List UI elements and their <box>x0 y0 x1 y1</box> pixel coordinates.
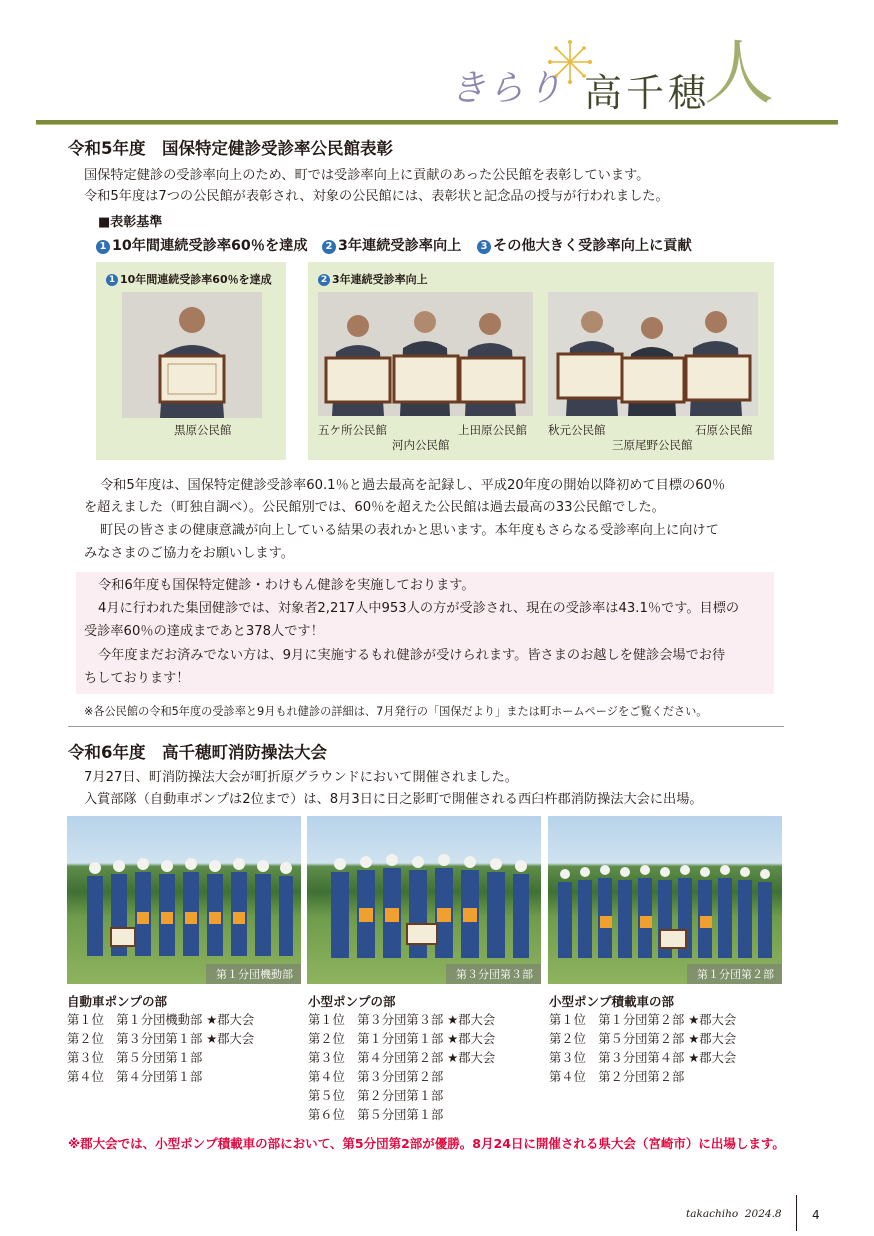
notice-line-4: 今年度まだお済みでない方は、9月に実施するもれ健診が受けられます。皆さまのお越しを健診会場でお待 <box>98 648 726 663</box>
result-row: 第２位 第５分団第２部 ★郡大会 <box>549 1032 737 1046</box>
number-badge: 2 <box>318 274 330 286</box>
body-line-3: 町民の皆さまの健康意識が向上している結果の表れかと思います。本年度もさらなる受診率向上に向けて <box>100 523 719 538</box>
section1-intro-1: 国保特定健診の受診率向上のため、町では受診率向上に貢献のあった公民館を表彰しています。 <box>84 168 650 183</box>
photo-fire-team-1 <box>67 816 301 984</box>
criteria-heading: ■表彰基準 <box>98 215 163 230</box>
result-row: 第３位 第４分団第２部 ★郡大会 <box>308 1051 496 1065</box>
name-akimoto: 秋元公民館 <box>548 423 606 437</box>
number-badge: 1 <box>96 240 110 254</box>
section2-intro-1: 7月27日、町消防操法大会が町折原グラウンドにおいて開催されました。 <box>84 770 518 785</box>
body-line-4: みなさまのご協力をお願いします。 <box>84 546 294 561</box>
footer-divider <box>796 1195 797 1231</box>
prefectural-note: ※郡大会では、小型ポンプ積載車の部において、第5分団第2部が優勝。8月24日に開催される県大会（宮崎市）に出場します。 <box>68 1136 785 1151</box>
fire-team-photo <box>548 816 782 984</box>
notice-line-2: 4月に行われた集団健診では、対象者2,217人中953人の方が受診され、現在の受診率は43.1％です。目標の <box>98 601 740 616</box>
award-panel-2 <box>308 262 774 460</box>
result-row: 第２位 第１分団第１部 ★郡大会 <box>308 1032 496 1046</box>
notice-box <box>76 572 774 694</box>
photo-kurohara <box>122 292 262 418</box>
section1-intro-2: 令和5年度は7つの公民館が表彰され、対象の公民館には、表彰状と記念品の授与が行われました。 <box>84 189 669 204</box>
page-number: 4 <box>812 1208 820 1222</box>
name-gokasho: 五ケ所公民館 <box>318 423 387 437</box>
photo-fire-team-3 <box>548 816 782 984</box>
photo-fire-team-2 <box>307 816 541 984</box>
body-line-2: を超えました（町独自調べ）。公民館別では、60％を超えた公民館は過去最高の33公民館でした。 <box>84 500 665 515</box>
number-badge: 3 <box>477 240 491 254</box>
name-kawachi: 河内公民館 <box>392 438 450 452</box>
notice-line-3: 受診率60％の達成まであと378人です！ <box>84 624 324 639</box>
result-row: 第３位 第３分団第４部 ★郡大会 <box>549 1051 737 1065</box>
fire-team-photo <box>67 816 301 984</box>
results-heading: 小型ポンプの部 <box>308 994 396 1009</box>
result-row: 第４位 第３分団第２部 <box>308 1070 444 1084</box>
notice-line-1: 令和6年度も国保特定健診・わけもん健診を実施しております。 <box>98 578 475 593</box>
panel2-label: 2 3年連続受診率向上 <box>318 271 428 287</box>
section1-footnote: ※各公民館の令和5年度の受診率と9月もれ健診の詳細は、7月発行の「国保だより」または町ホームページをご覧ください。 <box>84 705 708 718</box>
section2-intro-2: 入賞部隊（自動車ポンプは2位まで）は、8月3日に日之影町で開催される西臼杵郡消防操法大会に出場。 <box>84 792 703 807</box>
result-row: 第１位 第１分団機動部 ★郡大会 <box>67 1013 255 1027</box>
panel1-label: 1 10年間連続受診率60％を達成 <box>106 271 272 287</box>
body-line-1: 令和5年度は、国保特定健診受診率60.1％と過去最高を記録し、平成20年度の開始以降初めて目標の60％ <box>100 478 726 493</box>
header-rule-thin <box>36 124 838 125</box>
photo-group-a <box>318 292 533 416</box>
brand-hito: 人 <box>704 32 774 114</box>
results-column <box>549 992 736 1087</box>
results-column <box>67 992 254 1087</box>
result-row: 第１位 第３分団第３部 ★郡大会 <box>308 1013 496 1027</box>
section-divider <box>68 726 784 727</box>
results-column <box>308 992 495 1125</box>
photo-group-b <box>548 292 758 416</box>
result-row: 第４位 第２分団第２部 <box>549 1070 685 1084</box>
three-people-with-certificates-image <box>548 292 758 416</box>
result-row: 第５位 第２分団第１部 <box>308 1089 444 1103</box>
results-heading: 自動車ポンプの部 <box>67 994 168 1009</box>
award-panel-1 <box>96 262 286 460</box>
results-heading: 小型ポンプ積載車の部 <box>549 994 675 1009</box>
footer-brand: takachiho 2024.8 <box>686 1208 782 1220</box>
result-row: 第６位 第５分団第１部 <box>308 1108 444 1122</box>
section2-title: 令和6年度 高千穂町消防操法大会 <box>68 743 327 762</box>
number-badge: 2 <box>322 240 336 254</box>
criteria-3: 3 その他大きく受診率向上に貢献 <box>477 235 692 255</box>
criteria-1: 1 10年間連続受診率60％を達成 <box>96 235 308 255</box>
brand-takachiho: 高千穂 <box>584 71 711 115</box>
result-row: 第３位 第５分団第１部 <box>67 1051 203 1065</box>
name-ishihara: 石原公民館 <box>695 423 753 437</box>
name-miharao: 三原尾野公民館 <box>612 438 693 452</box>
notice-line-5: ちしております！ <box>84 671 190 686</box>
photo-tag-2: 第３分団第３部 <box>446 964 541 984</box>
number-badge: 1 <box>106 274 118 286</box>
criteria-2: 2 3年連続受診率向上 <box>322 235 461 255</box>
brand-logo <box>442 32 802 118</box>
result-row: 第２位 第３分団第１部 ★郡大会 <box>67 1032 255 1046</box>
brand-kirari: きらり <box>450 68 565 109</box>
name-kurohara: 黒原公民館 <box>174 423 232 437</box>
photo-tag-3: 第１分団第２部 <box>687 964 782 984</box>
result-row: 第４位 第４分団第１部 <box>67 1070 203 1084</box>
fire-team-photo <box>307 816 541 984</box>
section1-title: 令和5年度 国保特定健診受診率公民館表彰 <box>68 139 393 158</box>
photo-tag-1: 第１分団機動部 <box>206 964 301 984</box>
person-with-certificate-image <box>122 292 262 418</box>
name-uedahara: 上田原公民館 <box>458 423 527 437</box>
result-row: 第１位 第１分団第２部 ★郡大会 <box>549 1013 737 1027</box>
three-people-with-certificates-image <box>318 292 533 416</box>
